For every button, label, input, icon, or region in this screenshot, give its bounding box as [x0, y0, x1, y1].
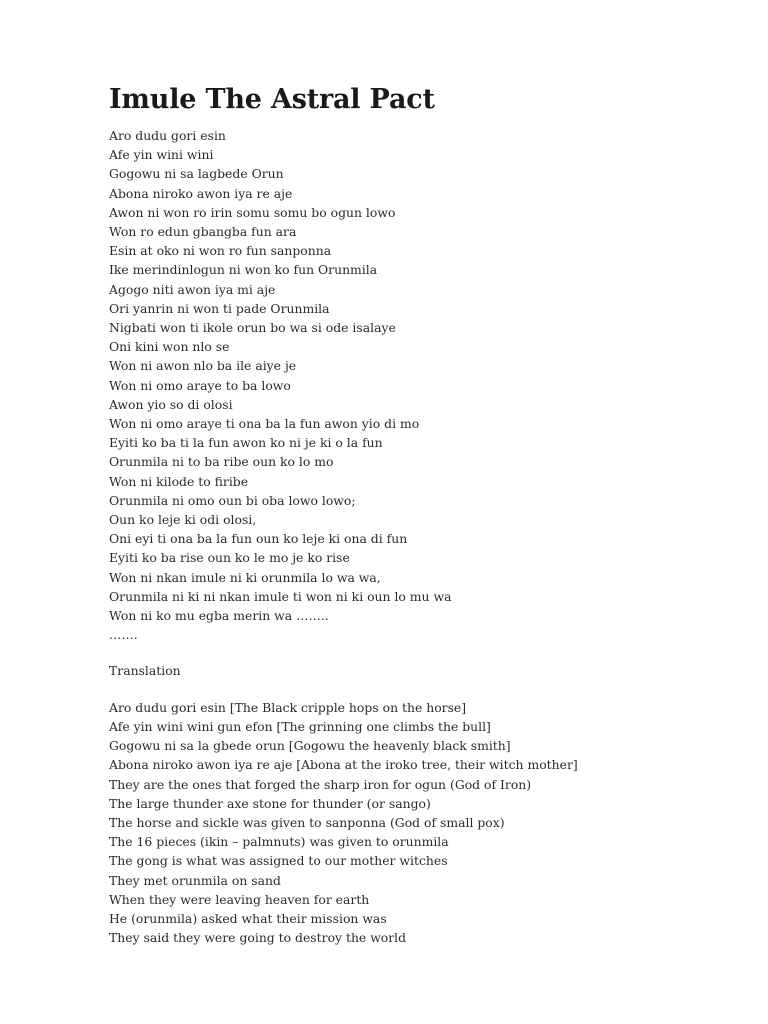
poem-line: Orunmila ni ki ni nkan imule ti won ni ki oun lo mu wa — [109, 588, 452, 604]
translation-line: The large thunder axe stone for thunder (or sango) — [109, 795, 431, 811]
poem-line: Oni eyi ti ona ba la fun oun ko leje ki ona di fun — [109, 531, 408, 547]
poem-line: Orunmila ni omo oun bi oba lowo lowo; — [109, 492, 356, 508]
poem-line: Won ni nkan imule ni ki orunmila lo wa wa, — [109, 569, 381, 585]
poem-line: Nigbati won ti ikole orun bo wa si ode isalaye — [109, 320, 396, 336]
poem-line: Orunmila ni to ba ribe oun ko lo mo — [109, 454, 334, 470]
translation-line: When they were leaving heaven for earth — [109, 891, 370, 907]
section-spacer — [109, 681, 729, 698]
translation-line: They said they were going to destroy the world — [109, 930, 407, 946]
translation-line: They met orunmila on sand — [109, 872, 281, 888]
poem-line: Awon yio so di olosi — [109, 396, 233, 412]
poem-line: Oni kini won nlo se — [109, 339, 230, 355]
poem-line: Won ni ko mu egba merin wa …….. — [109, 608, 329, 624]
poem-line: Eyiti ko ba ti la fun awon ko ni je ki o la fun — [109, 435, 383, 451]
poem-line: Afe yin wini wini — [109, 147, 214, 163]
poem-line: Won ro edun gbangba fun ara — [109, 224, 297, 240]
document-title: Imule The Astral Pact — [109, 84, 435, 115]
poem-line: Oun ko leje ki odi olosi, — [109, 512, 257, 528]
poem-line: Won ni awon nlo ba ile aiye je — [109, 358, 297, 374]
translation-line: The gong is what was assigned to our mother witches — [109, 853, 448, 869]
poem-line: Gogowu ni sa lagbede Orun — [109, 166, 284, 182]
poem-line: Abona niroko awon iya re aje — [109, 185, 293, 201]
poem-line: Won ni kilode to firibe — [109, 473, 249, 489]
poem-line: ……. — [109, 627, 138, 643]
translation-line: They are the ones that forged the sharp iron for ogun (God of Iron) — [109, 776, 532, 792]
poem-line: Aro dudu gori esin — [109, 128, 226, 143]
translation-line: Afe yin wini wini gun efon [The grinning one climbs the bull] — [109, 718, 491, 734]
translation-line: The horse and sickle was given to sanponna (God of small pox) — [109, 814, 505, 830]
translation-heading: Translation — [109, 663, 181, 679]
poem-line: Awon ni won ro irin somu somu bo ogun lowo — [109, 204, 396, 220]
poem-line: Esin at oko ni won ro fun sanponna — [109, 243, 332, 259]
translation-line: He (orunmila) asked what their mission was — [109, 910, 387, 926]
poem-line: Eyiti ko ba rise oun ko le mo je ko rise — [109, 550, 350, 566]
document-page — [109, 82, 729, 947]
translation-line: Aro dudu gori esin [The Black cripple hops on the horse] — [109, 699, 467, 715]
translation-line: The 16 pieces (ikin – palmnuts) was given to orunmila — [109, 834, 449, 850]
poem-block — [109, 126, 729, 644]
translation-line: Gogowu ni sa la gbede orun [Gogowu the heavenly black smith] — [109, 738, 511, 754]
poem-line: Ori yanrin ni won ti pade Orunmila — [109, 300, 330, 316]
poem-line: Agogo niti awon iya mi aje — [109, 281, 276, 297]
translation-line: Abona niroko awon iya re aje [Abona at the iroko tree, their witch mother] — [109, 757, 578, 773]
translation-block — [109, 698, 729, 948]
poem-line: Won ni omo araye to ba lowo — [109, 377, 291, 393]
poem-line: Ike merindinlogun ni won ko fun Orunmila — [109, 262, 378, 278]
poem-line: Won ni omo araye ti ona ba la fun awon yio di mo — [109, 416, 420, 432]
